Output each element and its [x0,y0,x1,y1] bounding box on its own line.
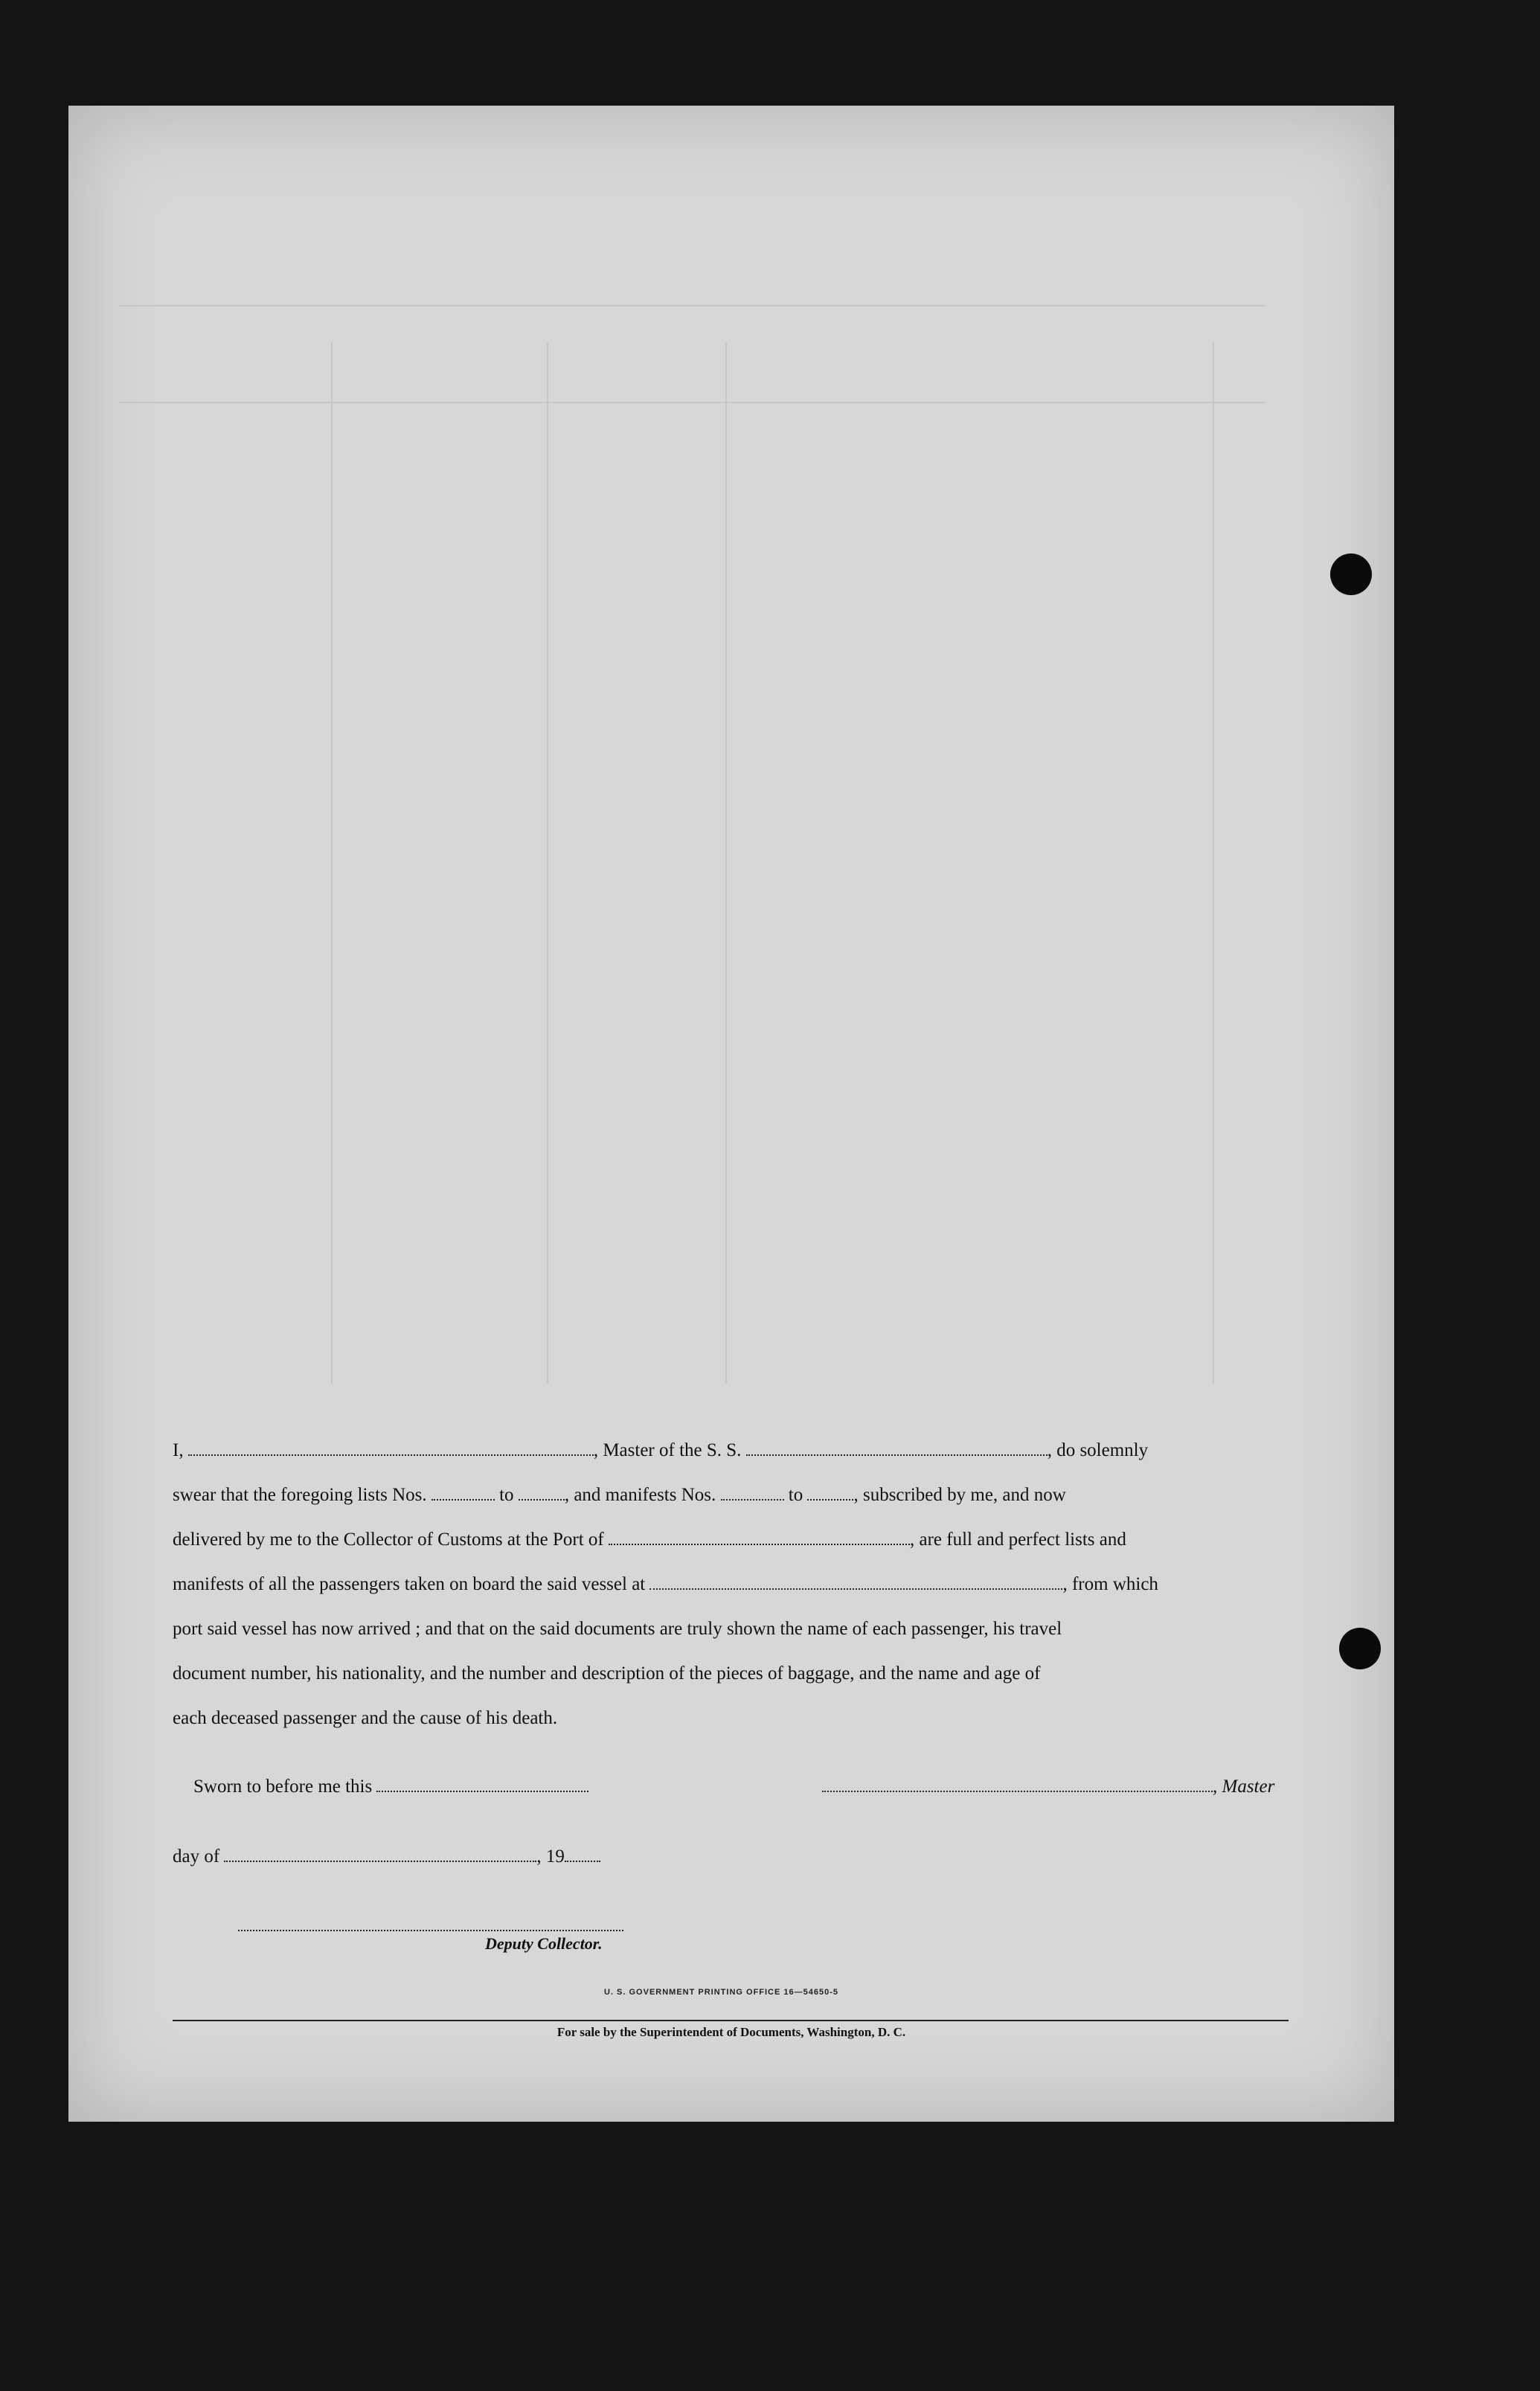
document-page [68,106,1394,2122]
oath-line-7: each deceased passenger and the cause of his death. [173,1708,558,1728]
oath-to-2: to [788,1485,803,1505]
master-label: , Master [1213,1777,1275,1797]
oath-line-2 [173,1485,1289,1506]
oath-line-1 [173,1440,1289,1461]
oath-subscribed: , subscribed by me, and now [853,1485,1066,1505]
bleed-through-rule [1213,342,1214,1384]
bleed-through-rule [547,342,548,1384]
year-label: , 19 [536,1846,565,1867]
manifests-from-blank [721,1486,784,1501]
sworn-label: Sworn to before me this [193,1777,373,1797]
day-line [173,1846,1289,1867]
departure-port-blank [649,1575,1062,1590]
oath-master-of-ss: , Master of the S. S. [593,1440,742,1460]
for-sale-notice: For sale by the Superintendent of Documents, Washington, D. C. [556,2025,906,2039]
oath-line-6: document number, his nationality, and the number and description of the pieces of baggage, and the name and age of [173,1663,1041,1684]
port-blank [609,1530,910,1545]
punch-hole-top [1330,553,1372,595]
bleed-through-rule [119,402,1265,403]
oath-line-5: port said vessel has now arrived ; and that on the said documents are truly shown the name of each passenger, his travel [173,1619,1062,1639]
master-signature-blank [822,1777,1213,1792]
day-label: day of [173,1846,220,1867]
master-signature-line [822,1777,1291,1797]
bleed-through-rule [725,342,727,1384]
oath-manifests-nos: , and manifests Nos. [564,1485,716,1505]
oath-line-4 [173,1574,1289,1595]
lists-from-blank [431,1486,495,1501]
manifests-to-blank [807,1486,853,1501]
oath-to-1: to [499,1485,514,1505]
master-name-blank [188,1441,594,1456]
oath-from-which: , from which [1062,1574,1158,1594]
lists-to-blank [519,1486,565,1501]
punch-hole-bottom [1339,1628,1381,1669]
oath-line-3 [173,1530,1289,1550]
bleed-through-rule [331,342,333,1384]
vessel-name-blank [746,1441,1047,1456]
deputy-signature-line [238,1930,623,1931]
oath-full-perfect: , are full and perfect lists and [910,1530,1126,1550]
day-blank [224,1847,536,1862]
oath-swear-lists: swear that the foregoing lists Nos. [173,1485,427,1505]
oath-i: I, [173,1440,184,1460]
bleed-through-rule [119,305,1265,307]
deputy-collector-label: Deputy Collector. [485,1934,603,1953]
gpo-imprint: U. S. GOVERNMENT PRINTING OFFICE 16—54650-5 [604,1988,839,1997]
oath-do-solemnly: , do solemnly [1047,1440,1149,1460]
sworn-date-blank [376,1777,588,1792]
oath-taken-on-board: manifests of all the passengers taken on board the said vessel at [173,1574,646,1594]
oath-port-of: delivered by me to the Collector of Customs at the Port of [173,1530,604,1550]
footer-rule [173,2020,1289,2021]
year-blank [565,1847,600,1862]
